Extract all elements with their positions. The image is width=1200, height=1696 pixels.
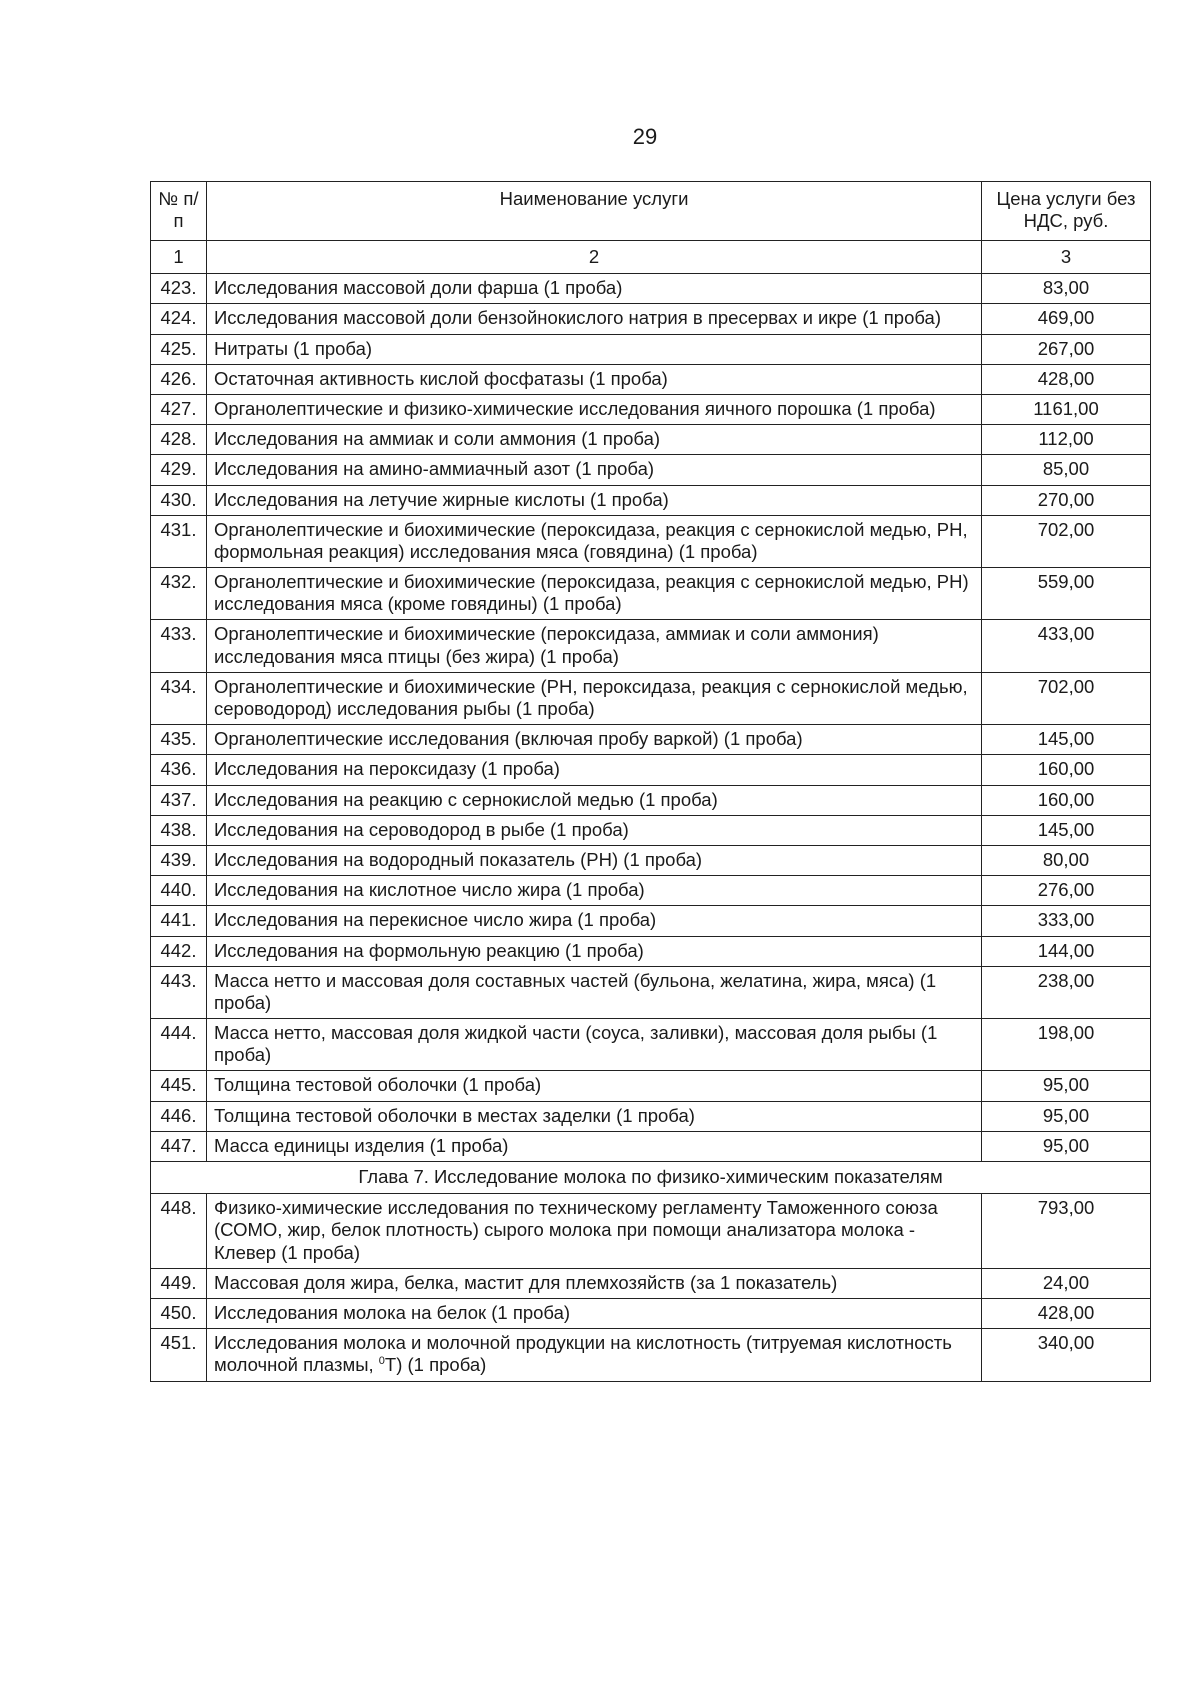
row-price: 85,00 <box>982 455 1151 485</box>
table-row <box>151 1268 1151 1298</box>
row-service-name <box>207 1329 982 1381</box>
row-name-part: Т) (1 проба) <box>384 1354 487 1376</box>
row-price: 95,00 <box>982 1071 1151 1101</box>
row-service-name: Масса нетто, массовая доля жидкой части (соуса, заливки), массовая доля рыбы (1 проба) <box>207 1019 982 1071</box>
page-number: 29 <box>632 124 658 149</box>
row-service-name: Массовая доля жира, белка, мастит для племхозяйств (за 1 показатель) <box>207 1268 982 1298</box>
row-service-name: Толщина тестовой оболочки в местах заделки (1 проба) <box>207 1101 982 1131</box>
table-row <box>151 785 1151 815</box>
row-service-name: Остаточная активность кислой фосфатазы (1 проба) <box>207 364 982 394</box>
row-service-name: Толщина тестовой оболочки (1 проба) <box>207 1071 982 1101</box>
header-name: Наименование услуги <box>207 182 982 241</box>
row-price: 333,00 <box>982 906 1151 936</box>
table-row <box>151 364 1151 394</box>
row-service-name: Исследования массовой доли бензойнокислого натрия в пресервах и икре (1 проба) <box>207 304 982 334</box>
row-name-part: Исследования молока и молочной продукции на кислотность (титруемая кислотность молочной плазмы, <box>214 1332 952 1376</box>
row-number: 441. <box>151 906 207 936</box>
row-price: 80,00 <box>982 845 1151 875</box>
row-price: 428,00 <box>982 364 1151 394</box>
row-number: 444. <box>151 1019 207 1071</box>
row-price: 559,00 <box>982 568 1151 620</box>
row-number: 448. <box>151 1194 207 1269</box>
row-price: 702,00 <box>982 672 1151 724</box>
table-row <box>151 725 1151 755</box>
row-price: 428,00 <box>982 1298 1151 1328</box>
row-price: 276,00 <box>982 876 1151 906</box>
header-price: Цена услуги без НДС, руб. <box>982 182 1151 241</box>
row-service-name: Органолептические и биохимические (пероксидаза, аммиак и соли аммония) исследования мяса птицы (без жира) (1 проба) <box>207 620 982 672</box>
table-row <box>151 966 1151 1018</box>
row-service-name: Органолептические и физико-химические исследования яичного порошка (1 проба) <box>207 394 982 424</box>
row-service-name: Исследования на кислотное число жира (1 проба) <box>207 876 982 906</box>
table-row <box>151 815 1151 845</box>
table-row <box>151 755 1151 785</box>
column-index-row <box>151 241 1151 274</box>
row-number: 446. <box>151 1101 207 1131</box>
row-price: 433,00 <box>982 620 1151 672</box>
row-number: 423. <box>151 274 207 304</box>
row-price: 83,00 <box>982 274 1151 304</box>
row-service-name: Исследования на формольную реакцию (1 проба) <box>207 936 982 966</box>
row-service-name: Исследования на аммиак и соли аммония (1 проба) <box>207 425 982 455</box>
row-service-name: Органолептические и биохимические (РН, пероксидаза, реакция с сернокислой медью, сероводород) исследования рыбы (1 проба) <box>207 672 982 724</box>
row-number: 438. <box>151 815 207 845</box>
row-service-name: Исследования на перекисное число жира (1 проба) <box>207 906 982 936</box>
table-row <box>151 1019 1151 1071</box>
row-service-name: Нитраты (1 проба) <box>207 334 982 364</box>
section-body <box>151 1194 1151 1329</box>
last-row-body <box>151 1329 1151 1381</box>
header-num: № п/п <box>151 182 207 241</box>
column-index: 2 <box>207 241 982 274</box>
row-price: 340,00 <box>982 1329 1151 1381</box>
degree-superscript: 0 <box>378 1355 385 1368</box>
row-service-name: Органолептические и биохимические (пероксидаза, реакция с сернокислой медью, РН) исследования мяса (кроме говядины) (1 проба) <box>207 568 982 620</box>
row-service-name: Органолептические исследования (включая пробу варкой) (1 проба) <box>207 725 982 755</box>
row-price: 95,00 <box>982 1101 1151 1131</box>
table-row <box>151 334 1151 364</box>
row-service-name: Масса нетто и массовая доля составных частей (бульона, желатина, жира, мяса) (1 проба) <box>207 966 982 1018</box>
table-row <box>151 455 1151 485</box>
table-row <box>151 485 1151 515</box>
table-row <box>151 620 1151 672</box>
row-service-name: Масса единицы изделия (1 проба) <box>207 1131 982 1161</box>
row-number: 447. <box>151 1131 207 1161</box>
row-number: 430. <box>151 485 207 515</box>
section-header <box>151 1162 1151 1194</box>
section-title: Глава 7. Исследование молока по физико-химическим показателям <box>151 1162 1151 1194</box>
row-service-name: Исследования на сероводород в рыбе (1 проба) <box>207 815 982 845</box>
row-price: 469,00 <box>982 304 1151 334</box>
row-price: 270,00 <box>982 485 1151 515</box>
table-row <box>151 876 1151 906</box>
table-row <box>151 1131 1151 1161</box>
row-number: 443. <box>151 966 207 1018</box>
row-number: 431. <box>151 515 207 567</box>
row-price: 702,00 <box>982 515 1151 567</box>
row-service-name: Исследования на амино-аммиачный азот (1 проба) <box>207 455 982 485</box>
table-row <box>151 936 1151 966</box>
table-row <box>151 1071 1151 1101</box>
row-price: 144,00 <box>982 936 1151 966</box>
row-service-name: Исследования на водородный показатель (РН) (1 проба) <box>207 845 982 875</box>
row-number: 439. <box>151 845 207 875</box>
table-row <box>151 1298 1151 1328</box>
price-table <box>150 181 1151 1382</box>
row-number: 429. <box>151 455 207 485</box>
row-service-name: Физико-химические исследования по техническому регламенту Таможенного союза (СОМО, жир, белок плотность) сырого молока при помощи анализатора молока - Клевер (1 проба) <box>207 1194 982 1269</box>
row-number: 435. <box>151 725 207 755</box>
table-row <box>151 304 1151 334</box>
row-number: 449. <box>151 1268 207 1298</box>
row-price: 1161,00 <box>982 394 1151 424</box>
table-row <box>151 906 1151 936</box>
row-service-name: Исследования массовой доли фарша (1 проба) <box>207 274 982 304</box>
row-price: 198,00 <box>982 1019 1151 1071</box>
row-price: 793,00 <box>982 1194 1151 1269</box>
row-price: 95,00 <box>982 1131 1151 1161</box>
row-price: 160,00 <box>982 755 1151 785</box>
table-row <box>151 568 1151 620</box>
row-service-name: Исследования на реакцию с сернокислой медью (1 проба) <box>207 785 982 815</box>
row-number: 426. <box>151 364 207 394</box>
row-number: 437. <box>151 785 207 815</box>
row-number: 425. <box>151 334 207 364</box>
table-row <box>151 1329 1151 1381</box>
table-row <box>151 394 1151 424</box>
row-number: 451. <box>151 1329 207 1381</box>
column-index: 3 <box>982 241 1151 274</box>
row-service-name: Исследования молока на белок (1 проба) <box>207 1298 982 1328</box>
table-row <box>151 672 1151 724</box>
row-number: 436. <box>151 755 207 785</box>
row-price: 24,00 <box>982 1268 1151 1298</box>
row-number: 427. <box>151 394 207 424</box>
row-price: 267,00 <box>982 334 1151 364</box>
row-service-name: Органолептические и биохимические (пероксидаза, реакция с сернокислой медью, РН, формольная реакция) исследования мяса (говядина) (1 проба) <box>207 515 982 567</box>
row-number: 442. <box>151 936 207 966</box>
row-number: 428. <box>151 425 207 455</box>
row-price: 160,00 <box>982 785 1151 815</box>
column-index: 1 <box>151 241 207 274</box>
row-number: 424. <box>151 304 207 334</box>
row-service-name: Исследования на летучие жирные кислоты (1 проба) <box>207 485 982 515</box>
row-price: 145,00 <box>982 815 1151 845</box>
row-service-name: Исследования на пероксидазу (1 проба) <box>207 755 982 785</box>
table-row <box>151 425 1151 455</box>
row-number: 434. <box>151 672 207 724</box>
row-price: 112,00 <box>982 425 1151 455</box>
row-number: 450. <box>151 1298 207 1328</box>
row-number: 445. <box>151 1071 207 1101</box>
row-number: 433. <box>151 620 207 672</box>
row-price: 238,00 <box>982 966 1151 1018</box>
table-row <box>151 1194 1151 1269</box>
row-price: 145,00 <box>982 725 1151 755</box>
row-number: 432. <box>151 568 207 620</box>
table-body <box>151 274 1151 1162</box>
table-row <box>151 845 1151 875</box>
table-row <box>151 274 1151 304</box>
table-header-row <box>151 182 1151 241</box>
table-row <box>151 515 1151 567</box>
row-number: 440. <box>151 876 207 906</box>
table-row <box>151 1101 1151 1131</box>
